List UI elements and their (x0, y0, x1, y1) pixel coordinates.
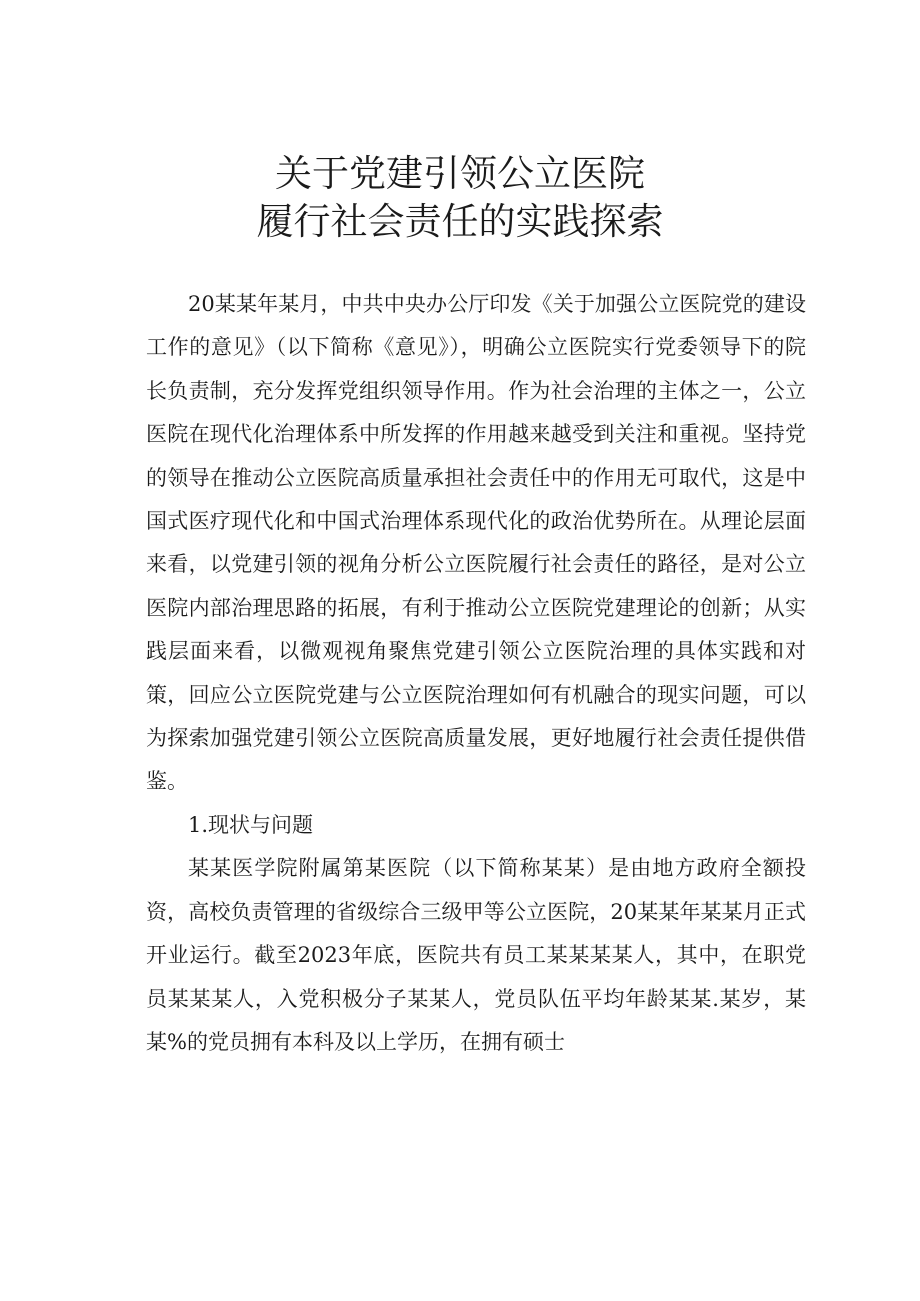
paragraph-status: 某某医学院附属第某医院（以下简称某某）是由地方政府全额投资，高校负责管理的省级综合三级甲等公立医院，20某某年某某月正式开业运行。截至2023年底，医院共有员工某某某某人，其中，在职党员某某某人，入党积极分子某某人，党员队伍平均年龄某某.某岁，某某%的党员拥有本科及以上学历，在拥有硕士 (146, 856, 806, 1054)
title-line-1: 关于党建引领公立医院 (275, 152, 645, 195)
section-heading: 1.现状与问题 (188, 812, 314, 837)
document-title (0, 150, 920, 246)
document-body (146, 283, 806, 1064)
paragraph-intro: 20某某年某月，中共中央办公厅印发《关于加强公立医院党的建设工作的意见》（以下简称《意见》），明确公立医院实行党委领导下的院长负责制，充分发挥党组织领导作用。作为社会治理的主体之一，公立医院在现代化治理体系中所发挥的作用越来越受到关注和重视。坚持党的领导在推动公立医院高质量承担社会责任中的作用无可取代，这是中国式医疗现代化和中国式治理体系现代化的政治优势所在。从理论层面来看，以党建引领的视角分析公立医院履行社会责任的路径，是对公立医院内部治理思路的拓展，有利于推动公立医院党建理论的创新；从实践层面来看，以微观视角聚焦党建引领公立医院治理的具体实践和对策，回应公立医院党建与公立医院治理如何有机融合的现实问题，可以为探索加强党建引领公立医院高质量发展，更好地履行社会责任提供借鉴。 (146, 292, 806, 794)
title-line-2: 履行社会责任的实践探索 (256, 200, 664, 243)
